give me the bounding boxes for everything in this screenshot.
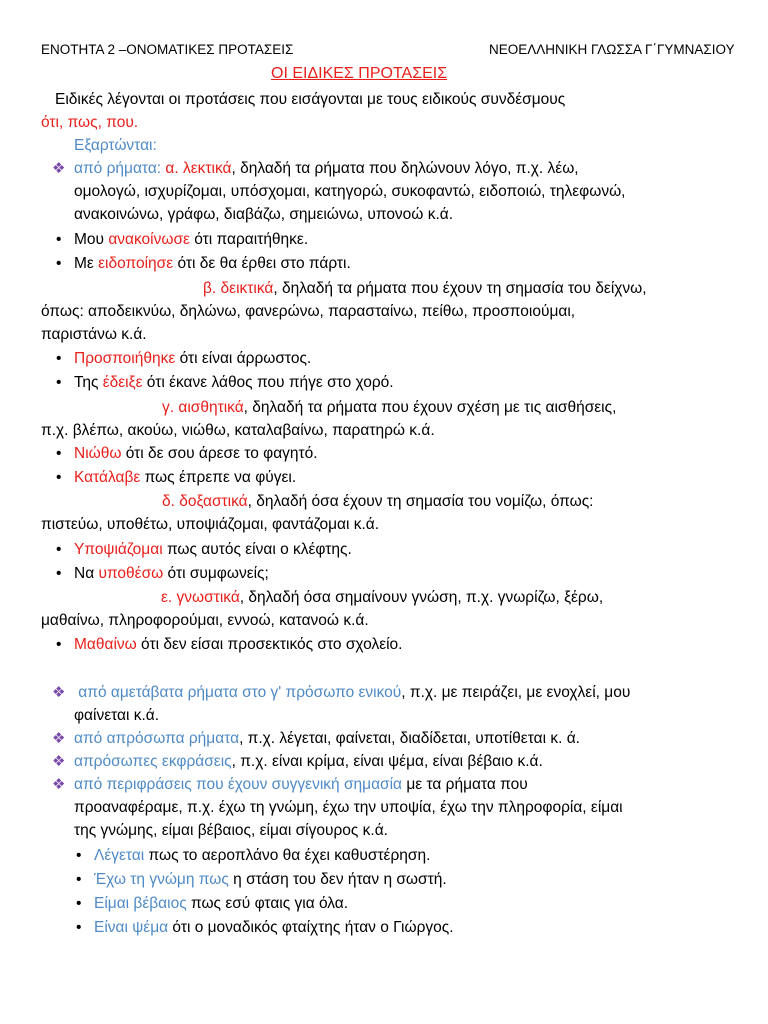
- bullet-icon: •: [56, 469, 62, 486]
- example-verb: Νιώθω: [74, 445, 122, 462]
- example-verb: Είναι ψέμα: [94, 919, 169, 936]
- example-post: πως εσύ φταις για όλα.: [186, 895, 349, 912]
- example-pre: Να: [74, 565, 99, 582]
- bullet-icon: •: [56, 565, 62, 582]
- section-heading: Εξαρτώνται:: [74, 137, 157, 154]
- example-c1: [56, 444, 318, 464]
- category-label: ε. γνωστικά: [161, 589, 240, 606]
- bullet-icon: •: [56, 541, 62, 558]
- bullet-icon: •: [56, 350, 62, 367]
- bullet-icon: •: [56, 636, 62, 653]
- category-label: β. δεικτικά: [203, 280, 274, 297]
- example-b1: [56, 349, 311, 369]
- example-verb: Λέγεται: [94, 847, 145, 864]
- diamond-bullet-icon: ❖: [52, 776, 66, 793]
- example-post: ότι δεν είσαι προσεκτικός στο σχολείο.: [136, 636, 403, 653]
- bullet-icon: •: [56, 255, 62, 272]
- category-a-line-2: ομολογώ, ισχυρίζομαι, υπόσχομαι, κατηγορώ, συκοφαντώ, ειδοποιώ, τηλεφωνώ,: [74, 183, 626, 200]
- example-post: πως έπρεπε να φύγει.: [140, 469, 297, 486]
- category-b-line-1: [203, 279, 647, 299]
- category-label: γ. αισθητικά: [162, 399, 244, 416]
- example-pre: Μου: [74, 231, 109, 248]
- category-label: από απρόσωπα ρήματα: [74, 730, 240, 747]
- bullet-icon: •: [56, 231, 62, 248]
- example-post: η στάση του δεν ήταν η σωστή.: [228, 871, 447, 888]
- example-post: πως το αεροπλάνο θα έχει καθυστέρηση.: [144, 847, 431, 864]
- bullet-icon: •: [76, 871, 82, 888]
- diamond-bullet-icon: ❖: [52, 730, 66, 747]
- example-post: ότι δε σου άρεσε το φαγητό.: [121, 445, 318, 462]
- category-text: , π.χ. είναι κρίμα, είναι ψέμα, είναι βέβαιο κ.ά.: [231, 753, 543, 770]
- intro-line-1: [55, 90, 565, 110]
- impersonal-4-line-2: προαναφέραμε, π.χ. έχω τη γνώμη, έχω την υποψία, έχω την πληροφορία, είμαι: [74, 799, 623, 816]
- example-i1: [76, 846, 430, 866]
- impersonal-1-line-1: [52, 683, 630, 703]
- category-b-line-2: όπως: αποδεικνύω, δηλώνω, φανερώνω, παρασταίνω, πείθω, προσποιούμαι,: [41, 303, 576, 320]
- example-verb: Προσποιήθηκε: [74, 350, 176, 367]
- bullet-icon: •: [76, 895, 82, 912]
- diamond-bullet-icon: ❖: [52, 753, 66, 770]
- intro-text: Ειδικές λέγονται οι προτάσεις που εισάγονται με τους ειδικούς συνδέσμους: [55, 91, 566, 108]
- example-verb: υποθέσω: [98, 565, 164, 582]
- example-a1: [56, 230, 308, 250]
- example-pre: Της: [74, 374, 103, 391]
- example-d2: [56, 564, 269, 584]
- category-text: με τα ρήματα που: [402, 776, 528, 793]
- category-text: , π.χ. λέγεται, φαίνεται, διαδίδεται, υποτίθεται κ. ά.: [239, 730, 580, 747]
- example-verb: ανακοίνωσε: [108, 231, 190, 248]
- category-text: , δηλαδή τα ρήματα που έχουν σχέση με τις αισθήσεις,: [243, 399, 617, 416]
- example-verb: Κατάλαβε: [74, 469, 141, 486]
- category-c-line-2: π.χ. βλέπω, ακούω, νιώθω, καταλαβαίνω, παρατηρώ κ.ά.: [41, 422, 435, 439]
- impersonal-3: [52, 752, 543, 772]
- category-label: δ. δοξαστικά: [162, 493, 248, 510]
- course-title: ΝΕΟΕΛΛΗΝΙΚΗ ΓΛΩΣΣΑ Γ΄ΓΥΜΝΑΣΙΟΥ: [489, 42, 735, 57]
- conjunctions: ότι, πως, που.: [41, 114, 139, 131]
- bullet-icon: •: [76, 919, 82, 936]
- category-text: , π.χ. με πειράζει, με ενοχλεί, μου: [401, 684, 631, 701]
- example-post: ότι ο μοναδικός φταίχτης ήταν ο Γιώργος.: [168, 919, 454, 936]
- example-verb: Μαθαίνω: [74, 636, 137, 653]
- example-a2: [56, 254, 351, 274]
- category-a-line-1: [52, 159, 579, 179]
- example-verb: ειδοποίησε: [98, 255, 174, 272]
- intro-line-2: [41, 113, 138, 133]
- example-verb: έδειξε: [102, 374, 143, 391]
- example-pre: Με: [74, 255, 99, 272]
- category-c-line-1: [162, 398, 616, 418]
- impersonal-2: [52, 729, 580, 749]
- diamond-bullet-icon: ❖: [52, 160, 66, 177]
- category-text: , δηλαδή όσα σημαίνουν γνώση, π.χ. γνωρίζω, ξέρω,: [239, 589, 604, 606]
- example-i2: [76, 870, 447, 890]
- bullet-icon: •: [76, 847, 82, 864]
- category-text: , δηλαδή τα ρήματα που έχουν τη σημασία του δείχνω,: [273, 280, 647, 297]
- example-i3: [76, 894, 348, 914]
- example-d1: [56, 540, 352, 560]
- example-verb: Είμαι βέβαιος: [94, 895, 187, 912]
- page-title: ΟΙ ΕΙΔΙΚΕΣ ΠΡΟΤΑΣΕΙΣ: [271, 65, 448, 82]
- bullet-icon: •: [56, 374, 62, 391]
- impersonal-1-line-2: φαίνεται κ.ά.: [74, 707, 160, 724]
- example-post: ότι έκανε λάθος που πήγε στο χορό.: [142, 374, 394, 391]
- example-b2: [56, 373, 394, 393]
- category-label: απρόσωπες εκφράσεις: [74, 753, 232, 770]
- category-label: από περιφράσεις που έχουν συγγενική σημασία: [74, 776, 403, 793]
- category-label: α. λεκτικά: [165, 160, 232, 177]
- category-e-line-2: μαθαίνω, πληροφορούμαι, εννοώ, κατανοώ κ.ά.: [41, 612, 369, 629]
- example-post: ότι συμφωνείς;: [163, 565, 269, 582]
- diamond-bullet-icon: ❖: [52, 684, 66, 701]
- example-post: πως αυτός είναι ο κλέφτης.: [162, 541, 352, 558]
- example-verb: Υποψιάζομαι: [74, 541, 163, 558]
- category-d-line-2: πιστεύω, υποθέτω, υποψιάζομαι, φαντάζομαι κ.ά.: [41, 516, 380, 533]
- example-post: ότι είναι άρρωστος.: [175, 350, 312, 367]
- from-verbs: από ρήματα:: [74, 160, 166, 177]
- category-b-line-3: παριστάνω κ.ά.: [41, 326, 147, 343]
- impersonal-4-line-1: [52, 775, 528, 795]
- example-post: ότι δε θα έρθει στο πάρτι.: [173, 255, 351, 272]
- unit-title: ΕΝΟΤΗΤΑ 2 –ΟΝΟΜΑΤΙΚΕΣ ΠΡΟΤΑΣΕΙΣ: [41, 42, 294, 57]
- example-c2: [56, 468, 296, 488]
- category-text: , δηλαδή τα ρήματα που δηλώνουν λόγο, π.χ. λέω,: [231, 160, 579, 177]
- example-e1: [56, 635, 402, 655]
- example-verb: Έχω τη γνώμη πως: [94, 871, 229, 888]
- category-text: , δηλαδή όσα έχουν τη σημασία του νομίζω, όπως:: [247, 493, 594, 510]
- category-e-line-1: [161, 588, 603, 608]
- category-a-line-3: ανακοινώνω, γράφω, διαβάζω, σημειώνω, υπονοώ κ.ά.: [74, 206, 454, 223]
- category-label: από αμετάβατα ρήματα στο γ' πρόσωπο ενικού: [74, 684, 402, 701]
- category-d-line-1: [162, 492, 594, 512]
- example-i4: [76, 918, 454, 938]
- impersonal-4-line-3: της γνώμης, είμαι βέβαιος, είμαι σίγουρος κ.ά.: [74, 822, 388, 839]
- example-post: ότι παραιτήθηκε.: [189, 231, 309, 248]
- bullet-icon: •: [56, 445, 62, 462]
